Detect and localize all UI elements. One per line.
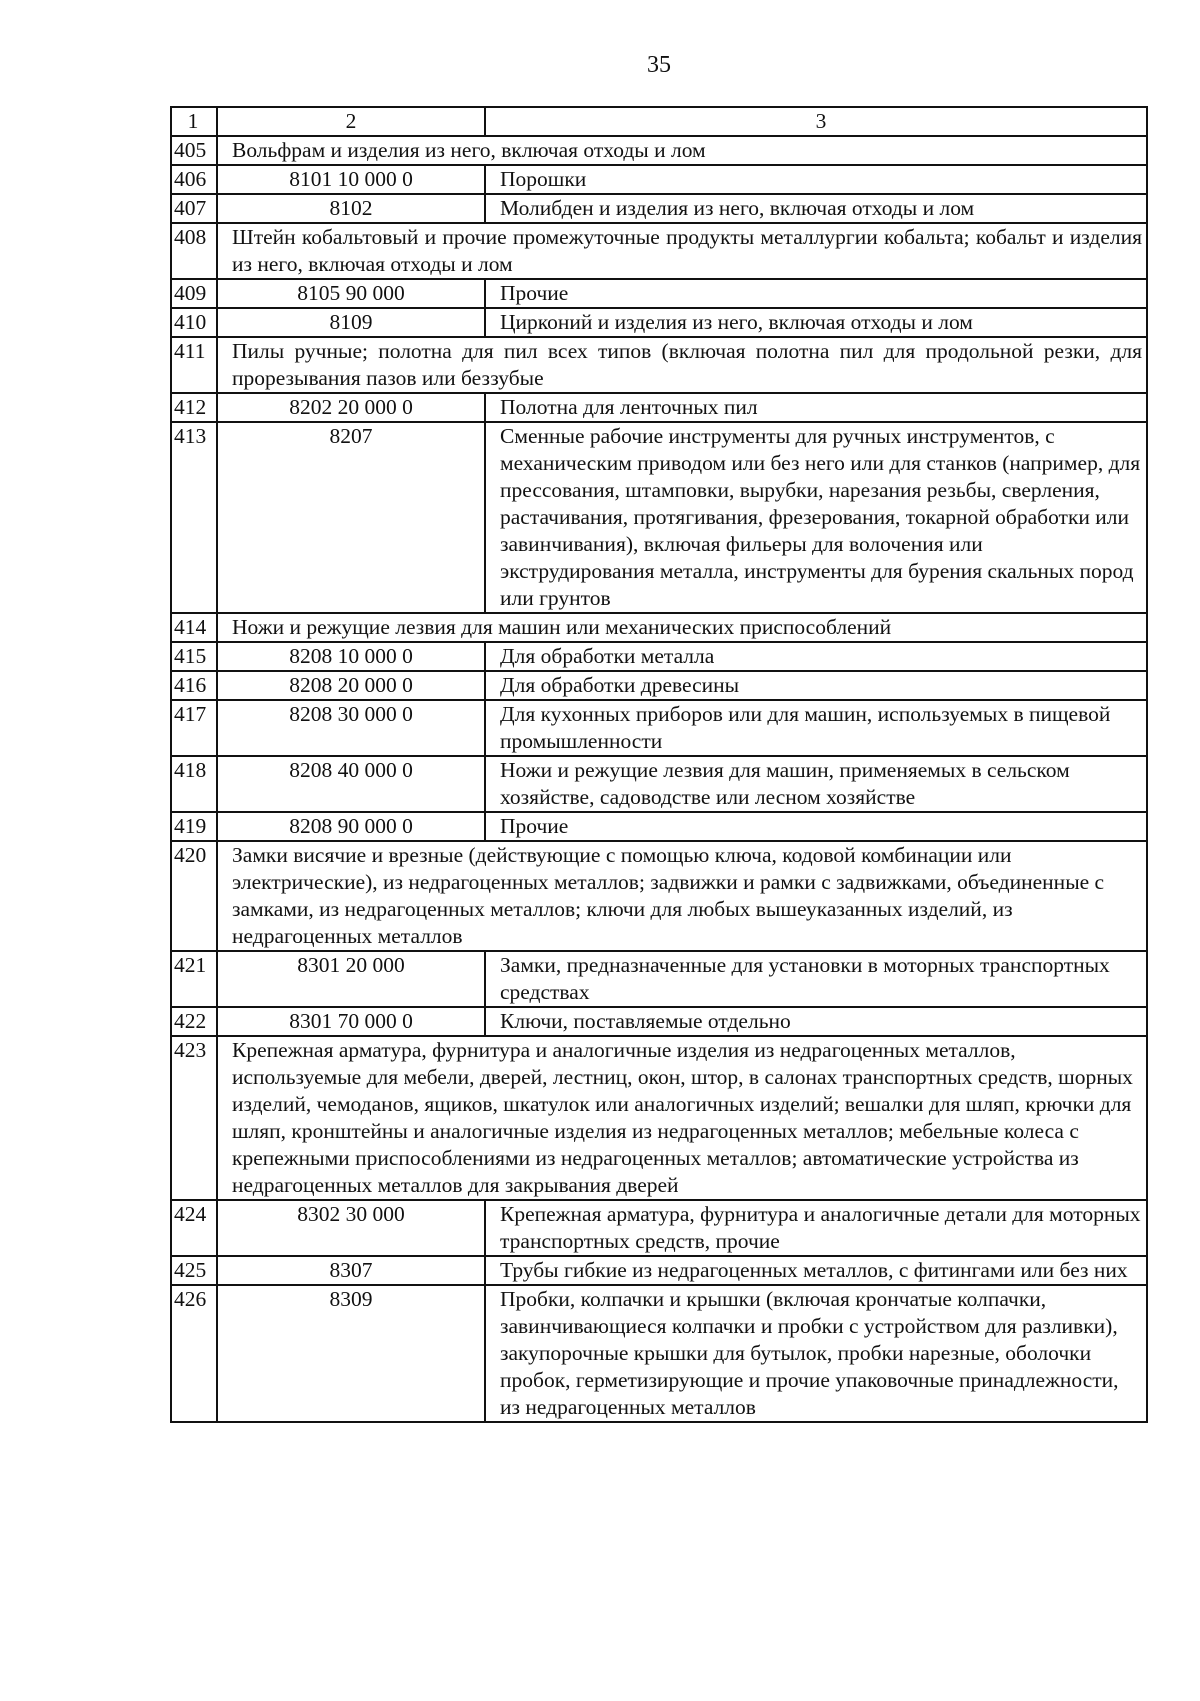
row-code: 8208 90 000 0 <box>217 812 485 841</box>
row-description: Для обработки металла <box>485 642 1147 671</box>
table-row <box>171 1256 1147 1285</box>
header-col-1: 1 <box>171 107 217 136</box>
row-heading-text: Пилы ручные; полотна для пил всех типов (включая полотна пил для продольной резки, для прорезывания пазов или беззубые <box>217 337 1147 393</box>
table-row <box>171 951 1147 1007</box>
row-heading-text: Вольфрам и изделия из него, включая отходы и лом <box>217 136 1147 165</box>
table-row <box>171 337 1147 393</box>
row-number: 421 <box>171 951 217 1007</box>
row-number: 420 <box>171 841 217 951</box>
row-code: 8302 30 000 <box>217 1200 485 1256</box>
row-code: 8102 <box>217 194 485 223</box>
row-description: Трубы гибкие из недрагоценных металлов, с фитингами или без них <box>485 1256 1147 1285</box>
row-description: Крепежная арматура, фурнитура и аналогичные детали для моторных транспортных средств, прочие <box>485 1200 1147 1256</box>
row-heading-text: Замки висячие и врезные (действующие с помощью ключа, кодовой комбинации или электрические), из недрагоценных металлов; задвижки и рамки с задвижками, объединенные с замками, из недрагоценных металлов; ключи для любых вышеуказанных изделий, из недрагоценных металлов <box>217 841 1147 951</box>
table-row <box>171 136 1147 165</box>
row-description: Ножи и режущие лезвия для машин, применяемых в сельском хозяйстве, садоводстве или лесном хозяйстве <box>485 756 1147 812</box>
row-description: Для кухонных приборов или для машин, используемых в пищевой промышленности <box>485 700 1147 756</box>
row-number: 415 <box>171 642 217 671</box>
table-row <box>171 279 1147 308</box>
row-code: 8208 10 000 0 <box>217 642 485 671</box>
row-number: 419 <box>171 812 217 841</box>
table-row <box>171 812 1147 841</box>
row-heading-text: Крепежная арматура, фурнитура и аналогичные изделия из недрагоценных металлов, используемые для мебели, дверей, лестниц, окон, штор, в салонах транспортных средств, шорных изделий, чемоданов, ящиков, шкатулок или аналогичных изделий; вешалки для шляп, крючки для шляп, кронштейны и аналогичные изделия из недрагоценных металлов; мебельные колеса с крепежными приспособлениями из недрагоценных металлов; автоматические устройства из недрагоценных металлов для закрывания дверей <box>217 1036 1147 1200</box>
row-description: Порошки <box>485 165 1147 194</box>
row-number: 412 <box>171 393 217 422</box>
row-number: 408 <box>171 223 217 279</box>
row-number: 409 <box>171 279 217 308</box>
table-row <box>171 1285 1147 1422</box>
row-code: 8207 <box>217 422 485 613</box>
table-row <box>171 700 1147 756</box>
row-number: 406 <box>171 165 217 194</box>
row-code: 8301 20 000 <box>217 951 485 1007</box>
table-row <box>171 841 1147 951</box>
table-row <box>171 223 1147 279</box>
row-number: 426 <box>171 1285 217 1422</box>
row-number: 413 <box>171 422 217 613</box>
header-col-3: 3 <box>485 107 1147 136</box>
table-row <box>171 308 1147 337</box>
row-code: 8307 <box>217 1256 485 1285</box>
table-header-row <box>171 107 1147 136</box>
row-description: Сменные рабочие инструменты для ручных инструментов, с механическим приводом или без него или для станков (например, для прессования, штамповки, вырубки, нарезания резьбы, сверления, растачивания, протягивания, фрезерования, токарной обработки или завинчивания), включая фильеры для волочения или экструдирования металла, инструменты для бурения скальных пород или грунтов <box>485 422 1147 613</box>
table-row <box>171 1007 1147 1036</box>
table-row <box>171 756 1147 812</box>
table-row <box>171 422 1147 613</box>
row-description: Пробки, колпачки и крышки (включая крончатые колпачки, завинчивающиеся колпачки и пробки с устройством для разливки), закупорочные крышки для бутылок, пробки нарезные, оболочки пробок, герметизирующие и прочие упаковочные принадлежности, из недрагоценных металлов <box>485 1285 1147 1422</box>
row-code: 8101 10 000 0 <box>217 165 485 194</box>
row-description: Цирконий и изделия из него, включая отходы и лом <box>485 308 1147 337</box>
goods-table <box>170 106 1148 1423</box>
row-description: Замки, предназначенные для установки в моторных транспортных средствах <box>485 951 1147 1007</box>
row-number: 425 <box>171 1256 217 1285</box>
table-row <box>171 613 1147 642</box>
table-row <box>171 671 1147 700</box>
row-code: 8309 <box>217 1285 485 1422</box>
row-code: 8105 90 000 <box>217 279 485 308</box>
row-number: 410 <box>171 308 217 337</box>
row-number: 407 <box>171 194 217 223</box>
table-row <box>171 1200 1147 1256</box>
row-description: Ключи, поставляемые отдельно <box>485 1007 1147 1036</box>
table-row <box>171 194 1147 223</box>
row-code: 8109 <box>217 308 485 337</box>
table-row <box>171 165 1147 194</box>
table-row <box>171 642 1147 671</box>
table-row <box>171 1036 1147 1200</box>
row-description: Молибден и изделия из него, включая отходы и лом <box>485 194 1147 223</box>
row-number: 422 <box>171 1007 217 1036</box>
header-col-2: 2 <box>217 107 485 136</box>
row-number: 416 <box>171 671 217 700</box>
row-code: 8202 20 000 0 <box>217 393 485 422</box>
row-code: 8208 30 000 0 <box>217 700 485 756</box>
row-code: 8208 40 000 0 <box>217 756 485 812</box>
page-number: 35 <box>647 52 671 78</box>
row-code: 8208 20 000 0 <box>217 671 485 700</box>
table-row <box>171 393 1147 422</box>
row-description: Для обработки древесины <box>485 671 1147 700</box>
row-code: 8301 70 000 0 <box>217 1007 485 1036</box>
row-number: 424 <box>171 1200 217 1256</box>
row-number: 414 <box>171 613 217 642</box>
row-number: 423 <box>171 1036 217 1200</box>
row-description: Полотна для ленточных пил <box>485 393 1147 422</box>
row-number: 418 <box>171 756 217 812</box>
row-description: Прочие <box>485 279 1147 308</box>
row-number: 417 <box>171 700 217 756</box>
row-heading-text: Ножи и режущие лезвия для машин или механических приспособлений <box>217 613 1147 642</box>
row-description: Прочие <box>485 812 1147 841</box>
row-heading-text: Штейн кобальтовый и прочие промежуточные продукты металлургии кобальта; кобальт и изделия из него, включая отходы и лом <box>217 223 1147 279</box>
row-number: 405 <box>171 136 217 165</box>
row-number: 411 <box>171 337 217 393</box>
